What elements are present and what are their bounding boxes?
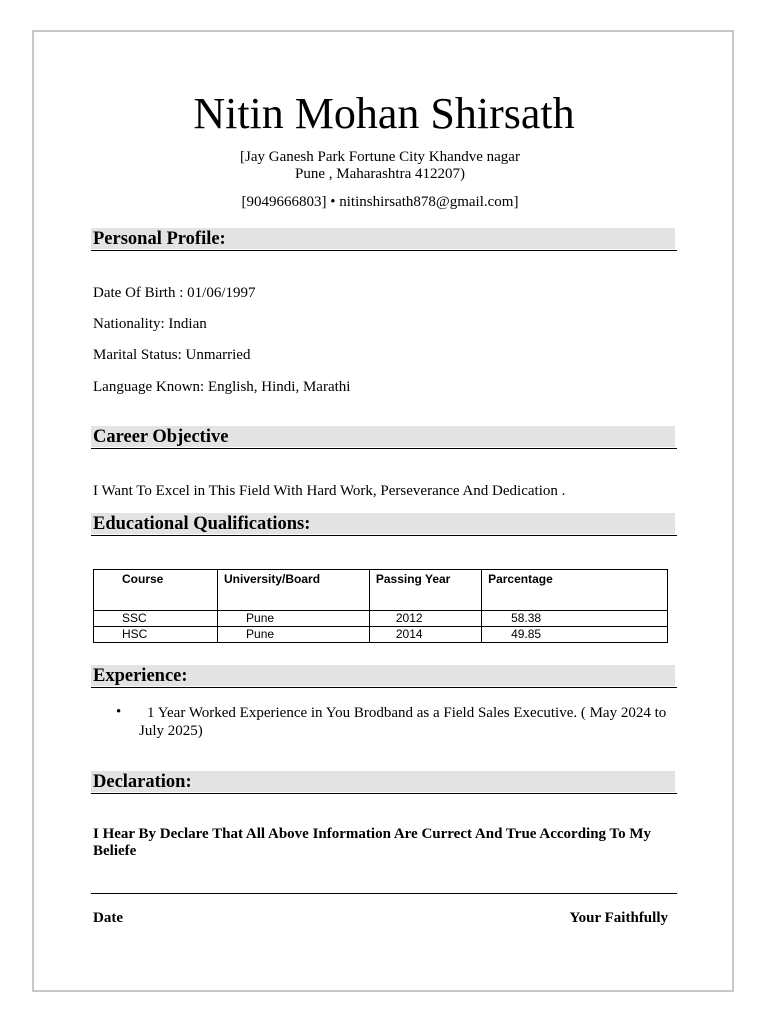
- experience-item: 1 Year Worked Experience in You Brodband as a Field Sales Executive. ( May 2024 to July 2025): [139, 705, 667, 739]
- languages-known: Language Known: English, Hindi, Marathi: [93, 379, 351, 395]
- date-of-birth: Date Of Birth : 01/06/1997: [93, 285, 256, 301]
- section-title: Experience:: [93, 666, 188, 686]
- education-table: [93, 569, 668, 643]
- address-line-2: Pune , Maharashtra 412207): [295, 166, 465, 182]
- divider: [91, 893, 677, 894]
- cell-university: Pune: [218, 627, 370, 643]
- contact-info: [9049666803] • nitinshirsath878@gmail.com]: [241, 194, 519, 210]
- col-passing-year: Passing Year: [369, 570, 481, 611]
- address-line-1: [Jay Ganesh Park Fortune City Khandve nagar: [240, 149, 520, 165]
- table-row: [94, 611, 668, 627]
- cell-university: Pune: [218, 611, 370, 627]
- col-percentage: Parcentage: [482, 570, 668, 611]
- section-declaration: [91, 771, 677, 794]
- cell-course: HSC: [94, 627, 218, 643]
- cell-percentage: 58.38: [482, 611, 668, 627]
- declaration-text: I Hear By Declare That All Above Information Are Currect And True According To My Beliefe: [93, 826, 652, 859]
- cell-percentage: 49.85: [482, 627, 668, 643]
- date-label: Date: [93, 910, 123, 926]
- section-title: Career Objective: [93, 427, 229, 447]
- section-title: Declaration:: [93, 772, 192, 792]
- section-title: Personal Profile:: [93, 229, 226, 249]
- cell-course: SSC: [94, 611, 218, 627]
- section-education: [91, 513, 677, 536]
- section-experience: [91, 665, 677, 688]
- cell-year: 2014: [369, 627, 481, 643]
- table-header-row: [94, 570, 668, 611]
- section-title: Educational Qualifications:: [93, 514, 311, 534]
- section-personal-profile: [91, 228, 677, 251]
- col-university: University/Board: [218, 570, 370, 611]
- candidate-name: Nitin Mohan Shirsath: [193, 89, 575, 138]
- signature-label: Your Faithfully: [569, 910, 668, 926]
- table-row: [94, 627, 668, 643]
- career-objective-text: I Want To Excel in This Field With Hard Work, Perseverance And Dedication .: [93, 483, 566, 499]
- section-career-objective: [91, 426, 677, 449]
- marital-status: Marital Status: Unmarried: [93, 347, 251, 363]
- cell-year: 2012: [369, 611, 481, 627]
- col-course: Course: [94, 570, 218, 611]
- nationality: Nationality: Indian: [93, 316, 207, 332]
- bullet-icon: •: [116, 704, 122, 720]
